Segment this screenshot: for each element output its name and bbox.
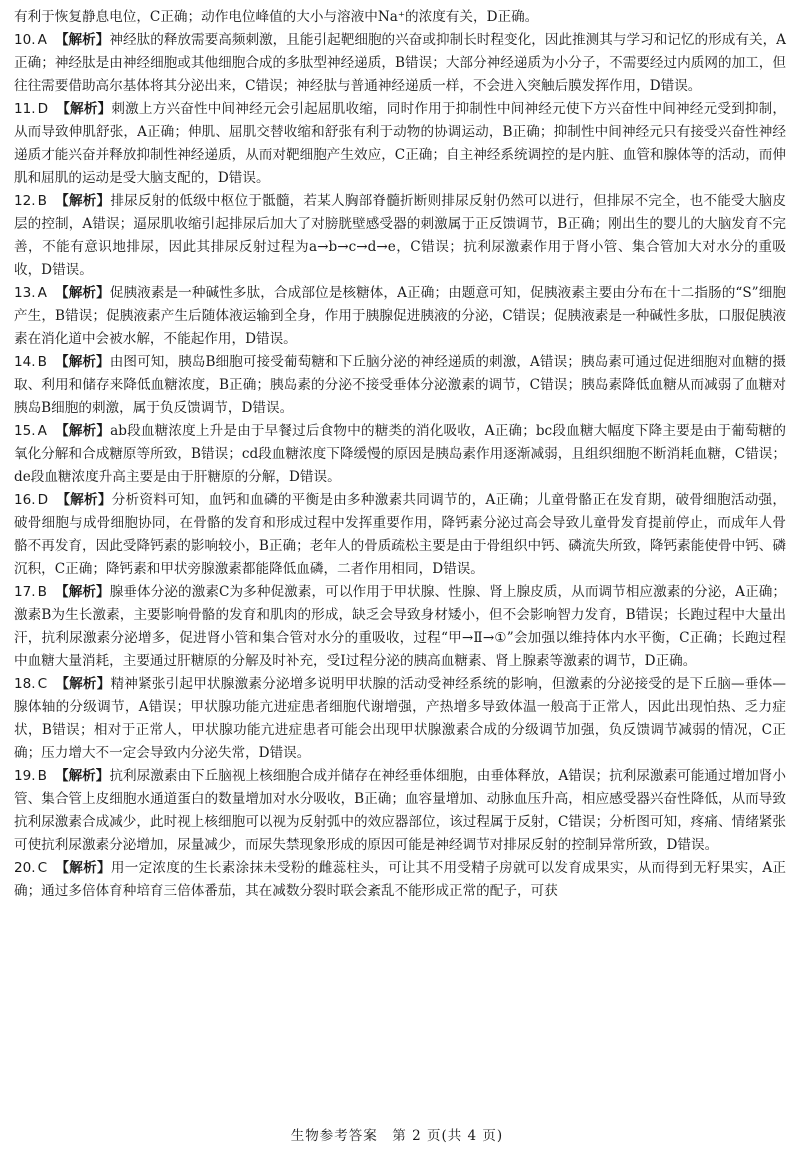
page-footer: 生物参考答案 第 2 页(共 4 页) (290, 1128, 504, 1144)
question-number: 10. (14, 32, 36, 48)
answer-letter: A (37, 285, 47, 301)
analysis-text: 分析资料可知，血钙和血磷的平衡是由多种激素共同调节的，A正确；儿童骨骼正在发育期，破骨细胞活动强，破骨细胞与成骨细胞协同，在骨骼的发育和形成过程中发挥重要作用，降钙素分泌过高会导致儿童骨发育提前停止，而成年人骨骼不再发育，因此受降钙素的影响较小，B正确；老年人的骨质疏松主要是由于骨组织中钙、磷流失所致，降钙素能使骨中钙、磷沉积，C正确；降钙素和甲状旁腺激素都能降低血磷，二者作用相同，D错误。 (14, 492, 786, 577)
answer-letter: A (37, 423, 47, 439)
analysis-tag: 【解析】 (55, 860, 111, 876)
analysis-text: 用一定浓度的生长素涂抹未受粉的雌蕊柱头，可让其不用受精子房就可以发育成果实，从而得到无籽果实，A正确；通过多倍体育种培育三倍体番茄，其在减数分裂时联会紊乱不能形成正常的配子，可获 (14, 860, 786, 899)
analysis-text: 神经肽的释放需要高频刺激，且能引起靶细胞的兴奋或抑制长时程变化，因此推测其与学习和记忆的形成有关，A正确；神经肽是由神经细胞或其他细胞合成的多肽型神经递质，B错误；大部分神经递质为小分子，不需要经过内质网的加工，但往往需要借助高尔基体将其分泌出来，C错误；神经肽与普通神经递质一样，不会进入突触后膜发挥作用，D错误。 (14, 32, 786, 94)
answer-item-11 (14, 98, 786, 190)
question-number: 17. (14, 584, 36, 600)
analysis-tag: 【解析】 (54, 32, 110, 48)
analysis-tag: 【解析】 (54, 193, 111, 209)
answer-letter: B (37, 584, 47, 600)
analysis-text: 腺垂体分泌的激素C为多种促激素，可以作用于甲状腺、性腺、肾上腺皮质，从而调节相应激素的分泌，A正确；激素B为生长激素，主要影响骨骼的发育和肌肉的形成，缺乏会导致身材矮小，但不会影响智力发育，B错误；长跑过程中大量出汗，抗利尿激素分泌增多，促进肾小管和集合管对水分的重吸收，过程“甲→Ⅱ→①”会加强以维持体内水平衡，C正确；长跑过程中血糖大量消耗，主要通过肝糖原的分解及时补充，受Ⅰ过程分泌的胰高血糖素、肾上腺素等激素的调节，D正确。 (14, 584, 787, 669)
analysis-text: 刺激上方兴奋性中间神经元会引起屈肌收缩，同时作用于抑制性中间神经元使下方兴奋性中间神经元受到抑制，从而导致伸肌舒张，A正确；伸肌、屈肌交替收缩和舒张有利于动物的协调运动，B正确；抑制性中间神经元只有接受兴奋性神经递质才能兴奋并释放抑制性神经递质，从而对靶细胞产生效应，C正确；自主神经系统调控的是内脏、血管和腺体等的活动，而伸肌和屈肌的运动是受大脑支配的，D错误。 (14, 101, 786, 186)
answer-item-19 (14, 765, 786, 857)
answer-letter: C (37, 676, 48, 692)
question-number: 19. (14, 768, 36, 784)
answer-item-15 (14, 420, 786, 489)
analysis-tag: 【解析】 (54, 768, 110, 784)
analysis-tag: 【解析】 (56, 492, 112, 508)
analysis-tag: 【解析】 (54, 584, 110, 600)
analysis-text: 抗利尿激素由下丘脑视上核细胞合成并储存在神经垂体细胞，由垂体释放，A错误；抗利尿激素可能通过增加肾小管、集合管上皮细胞水通道蛋白的数量增加对水分吸收，B正确；血容量增加、动脉血压升高，相应感受器兴奋性降低，从而导致抗利尿激素合成减少，此时视上核细胞可以视为反射弧中的效应器部位，该过程属于反射，C错误；分析图可知，疼痛、情绪紧张可使抗利尿激素分泌增加，尿量减少，而尿失禁现象形成的原因可能是神经调节对排尿反射的控制异常所致，D错误。 (14, 768, 786, 853)
analysis-tag: 【解析】 (56, 101, 112, 117)
answer-item-10 (14, 29, 786, 98)
question-number: 11. (14, 101, 36, 117)
answer-item-12 (14, 190, 786, 282)
answer-item-14 (14, 351, 786, 420)
question-number: 20. (14, 860, 36, 876)
analysis-text: 由图可知，胰岛B细胞可接受葡萄糖和下丘脑分泌的神经递质的刺激，A错误；胰岛素可通过促进细胞对血糖的摄取、利用和储存来降低血糖浓度，B正确；胰岛素的分泌不接受垂体分泌激素的调节，C错误；胰岛素降低血糖从而减弱了血糖对胰岛B细胞的刺激，属于负反馈调节，D错误。 (14, 354, 786, 416)
answer-letter: D (37, 101, 49, 117)
answer-item-16 (14, 489, 786, 581)
answer-content (14, 6, 786, 903)
answer-letter: B (37, 193, 47, 209)
analysis-tag: 【解析】 (54, 423, 111, 439)
question-number: 12. (14, 193, 36, 209)
answer-letter: B (37, 768, 47, 784)
question-number: 16. (14, 492, 36, 508)
answer-item-13 (14, 282, 786, 351)
analysis-text: 促胰液素是一种碱性多肽，合成部位是核糖体，A正确；由题意可知，促胰液素主要由分布在十二指肠的“S”细胞产生，B错误；促胰液素产生后随体液运输到全身，作用于胰腺促进胰液的分泌，C错误；促胰液素是一种碱性多肽，口服促胰液素在消化道中会被水解，不能起作用，D错误。 (14, 285, 786, 347)
question-number: 13. (14, 285, 36, 301)
answer-letter: B (37, 354, 47, 370)
analysis-text: ab段血糖浓度上升是由于早餐过后食物中的糖类的消化吸收，A正确；bc段血糖大幅度下降主要是由于葡萄糖的氧化分解和合成糖原等所致，B错误；cd段血糖浓度下降缓慢的原因是胰岛素作用逐渐减弱，且组织细胞不断消耗血糖，C错误；de段血糖浓度升高主要是由于肝糖原的分解，D错误。 (14, 423, 786, 485)
question-number: 15. (14, 423, 36, 439)
question-number: 18. (14, 676, 36, 692)
analysis-tag: 【解析】 (54, 285, 110, 301)
analysis-tag: 【解析】 (55, 676, 111, 692)
continued-text: 有利于恢复静息电位，C正确；动作电位峰值的大小与溶液中Na⁺的浓度有关，D正确。 (14, 9, 539, 25)
answer-letter: C (37, 860, 48, 876)
answer-letter: D (37, 492, 49, 508)
analysis-text: 精神紧张引起甲状腺激素分泌增多说明甲状腺的活动受神经系统的影响，但激素的分泌接受的是下丘脑—垂体—腺体轴的分级调节，A错误；甲状腺功能亢进症患者细胞代谢增强，产热增多导致体温一般高于正常人，因此出现怕热、乏力症状，B错误；相对于正常人，甲状腺功能亢进症患者可能会出现甲状腺激素合成的分级调节加强，负反馈调节减弱的情况，C正确；压力增大不一定会导致内分泌失常，D错误。 (14, 676, 786, 761)
question-number: 14. (14, 354, 36, 370)
answer-item-17 (14, 581, 786, 673)
analysis-tag: 【解析】 (54, 354, 110, 370)
answer-item-20 (14, 857, 786, 903)
answer-letter: A (37, 32, 47, 48)
analysis-text: 排尿反射的低级中枢位于骶髓，若某人胸部脊髓折断则排尿反射仍然可以进行，但排尿不完全，也不能受大脑皮层的控制，A错误；逼尿肌收缩引起排尿后加大了对膀胱壁感受器的刺激属于正反馈调节，B正确；刚出生的婴儿的大脑发育不完善，不能有意识地排尿，因此其排尿反射过程为a→b→c→d→e，C错误；抗利尿激素作用于肾小管、集合管加大对水分的重吸收，D错误。 (14, 193, 786, 278)
answer-item-18 (14, 673, 786, 765)
